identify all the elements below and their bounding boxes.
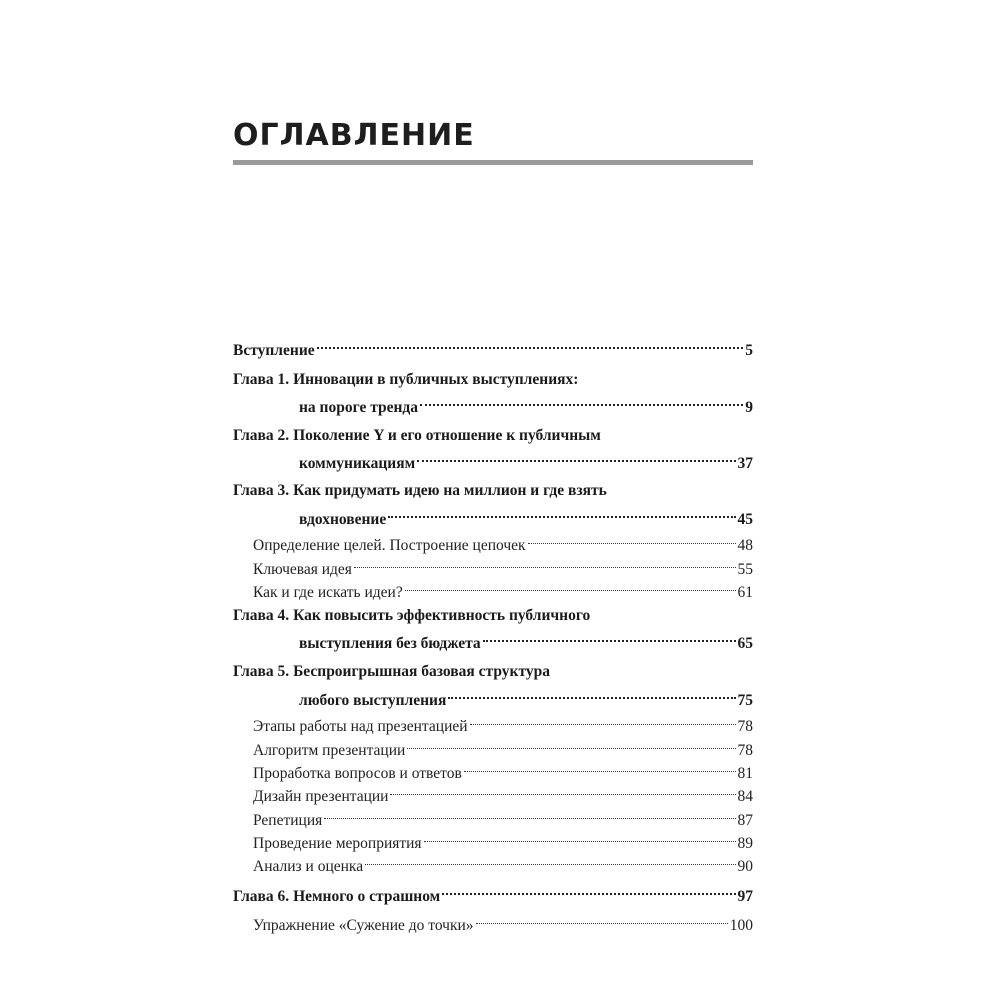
section-title: Ключевая идея	[253, 561, 352, 578]
section-title: Упражнение «Сужение до точки»	[253, 917, 474, 934]
toc-page-number: 78	[737, 742, 753, 759]
chapter-title-line2: выступления без бюджета	[299, 635, 481, 652]
toc-section-entry[interactable]	[253, 801, 753, 829]
chapter-prefix: Глава 4.	[233, 607, 290, 624]
dot-leader	[365, 847, 735, 871]
toc-chapter-1-line2[interactable]	[299, 388, 753, 416]
toc-page-number: 100	[729, 917, 753, 934]
dot-leader	[483, 624, 736, 648]
dot-leader	[464, 754, 736, 778]
section-title: Дизайн презентации	[253, 788, 389, 805]
toc-page-number: 5	[745, 342, 753, 359]
toc-chapter-6[interactable]	[233, 877, 753, 905]
section-title: Как и где искать идеи?	[253, 584, 403, 601]
toc-section-entry[interactable]	[253, 550, 753, 578]
toc-entry-title: Вступление	[233, 342, 315, 359]
chapter-title-line1: Инновации в публичных выступлениях:	[293, 371, 579, 388]
chapter-prefix: Глава 1.	[233, 371, 290, 388]
section-title: Репетиция	[253, 812, 323, 829]
dot-leader	[470, 707, 736, 731]
section-title: Проработка вопросов и ответов	[253, 765, 462, 782]
toc-page-number: 78	[737, 718, 753, 735]
toc-section-entry[interactable]	[253, 754, 753, 782]
toc-page-number: 87	[737, 812, 753, 829]
section-title: Этапы работы над презентацией	[253, 718, 468, 735]
dot-leader	[420, 388, 743, 412]
dot-leader	[354, 550, 736, 574]
toc-chapter-5-line2[interactable]	[299, 681, 753, 709]
toc-page-number: 9	[745, 399, 753, 416]
toc-page-number: 55	[737, 561, 753, 578]
toc-chapter-2-line2[interactable]	[299, 444, 753, 472]
toc-page-number: 81	[737, 765, 753, 782]
dot-leader	[390, 777, 735, 801]
title-underline	[233, 160, 753, 165]
toc-page-number: 97	[737, 888, 753, 905]
chapter-title-line2: коммуникациям	[299, 455, 416, 472]
toc-section-entry[interactable]	[253, 847, 753, 875]
page-title: ОГЛАВЛЕНИЕ	[233, 118, 475, 153]
chapter-prefix: Глава 2.	[233, 427, 290, 444]
toc-entry-intro[interactable]	[233, 331, 753, 359]
dot-leader	[388, 500, 735, 524]
chapter-prefix: Глава 5.	[233, 663, 290, 680]
dot-leader	[448, 681, 735, 705]
chapter-title-line1: Беспроигрышная базовая структура	[293, 663, 550, 680]
chapter-title-line2: вдохновение	[299, 511, 387, 528]
dot-leader	[442, 877, 735, 901]
toc-section-entry[interactable]	[253, 824, 753, 852]
toc-page-number: 65	[737, 635, 753, 652]
chapter-prefix: Глава 3.	[233, 482, 290, 499]
chapter-title-line2: на пороге тренда	[299, 399, 419, 416]
toc-section-entry[interactable]	[253, 526, 753, 554]
toc-page-number: 90	[737, 858, 753, 875]
section-title: Анализ и оценка	[253, 858, 364, 875]
dot-leader	[324, 801, 735, 825]
dot-leader	[476, 906, 728, 930]
dot-leader	[528, 526, 736, 550]
dot-leader	[405, 573, 736, 597]
section-title: Определение целей. Построение цепочек	[253, 537, 526, 554]
dot-leader	[417, 444, 735, 468]
toc-page-number: 37	[737, 455, 753, 472]
toc-section-entry[interactable]	[253, 906, 753, 934]
chapter-title-line1: Как придумать идею на миллион и где взять	[293, 482, 607, 499]
section-title: Проведение мероприятия	[253, 835, 422, 852]
toc-section-entry[interactable]	[253, 573, 753, 601]
dot-leader	[317, 331, 744, 355]
chapter-title: Немного о страшном	[293, 888, 441, 905]
chapter-title-line1: Как повысить эффективность публичного	[293, 607, 591, 624]
chapter-prefix: Глава 6.	[233, 888, 290, 905]
toc-page-number: 84	[737, 788, 753, 805]
toc-chapter-4-line2[interactable]	[299, 624, 753, 652]
toc-page-number: 45	[737, 511, 753, 528]
toc-page-number: 61	[737, 584, 753, 601]
toc-page-number: 48	[737, 537, 753, 554]
toc-section-entry[interactable]	[253, 707, 753, 735]
chapter-title-line1: Поколение Y и его отношение к публичным	[293, 427, 601, 444]
toc-section-entry[interactable]	[253, 731, 753, 759]
toc-section-entry[interactable]	[253, 777, 753, 805]
toc-chapter-3-line2[interactable]	[299, 500, 753, 528]
section-title: Алгоритм презентации	[253, 742, 406, 759]
chapter-title-line2: любого выступления	[299, 692, 447, 709]
dot-leader	[424, 824, 736, 848]
toc-page-number: 89	[737, 835, 753, 852]
toc-page-number: 75	[737, 692, 753, 709]
dot-leader	[407, 731, 735, 755]
